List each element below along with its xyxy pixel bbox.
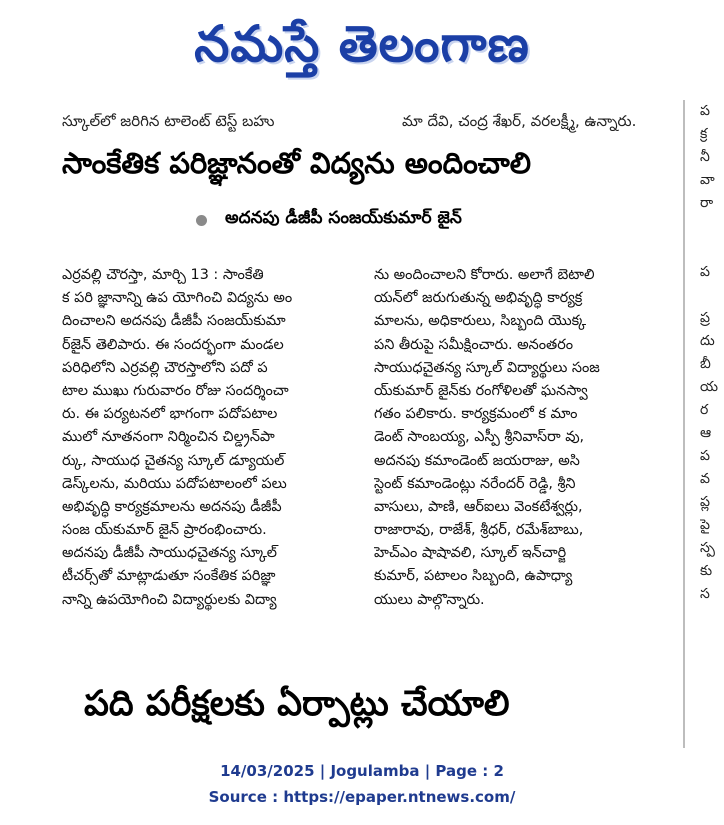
subhead-text: అదనపు డీజీపీ సంజయ్‌కుమార్ జైన్ bbox=[225, 208, 462, 228]
bullet-icon bbox=[196, 215, 207, 226]
text-line: యులు పాల్గొన్నారు. bbox=[374, 591, 485, 608]
article-column-left bbox=[62, 264, 374, 612]
newspaper-clipping bbox=[0, 100, 724, 748]
neighbor-text-fragment: బీ bbox=[700, 356, 711, 372]
column-divider bbox=[683, 100, 685, 748]
text-line: అదనపు డీజీపీ సాయుధచైతన్య స్కూల్ bbox=[62, 545, 277, 562]
neighbor-text-fragment: య bbox=[700, 379, 719, 395]
text-line: య్‌కుమార్ జైన్‌కు రంగోళిలతో ఘనస్వా bbox=[374, 382, 588, 399]
neighbor-text-fragment: ప bbox=[700, 103, 710, 119]
article-column-right bbox=[374, 264, 668, 612]
neighbor-text-fragment: నీ bbox=[700, 149, 710, 165]
masthead bbox=[0, 0, 724, 100]
text-line: వాసులు, పాణి, ఆర్‌ఐలు వెంకటేశ్వర్లు, bbox=[374, 498, 583, 515]
text-line: ఎర్రవల్లి చౌరస్తా, మార్చి 13 : సాంకేతి bbox=[62, 267, 264, 283]
article-subhead bbox=[196, 208, 462, 232]
neighbor-text-fragment: ఆ bbox=[700, 425, 712, 441]
text-line: సాయుధచైతన్య స్కూల్ విద్యార్థులు సంజ bbox=[374, 359, 600, 376]
neighbor-text-fragment bbox=[700, 238, 724, 261]
text-line: అభివృద్ధి కార్యక్రమాలను అదనపు డీజీపీ bbox=[62, 498, 282, 515]
text-line: టాల ముఖు గురువారం రోజు సందర్శించా bbox=[62, 382, 289, 399]
text-line: సంజ య్‌కుమార్ జైన్ ప్రారంభించారు. bbox=[62, 522, 267, 539]
text-line: మాలను, అధికారులు, సిబ్బంది యొక్క bbox=[374, 313, 587, 330]
neighbor-text-fragment: వ bbox=[700, 471, 710, 487]
neighbor-text-fragment: స్ప bbox=[700, 540, 715, 556]
neighbor-text-fragment bbox=[700, 284, 724, 307]
text-line: కుమార్, పటాలం సిబ్బంది, ఉపాధ్యా bbox=[374, 568, 573, 585]
neighbor-text-fragment: పై bbox=[700, 517, 710, 533]
article-headline: సాంకేతిక పరిజ్ఞానంతో విద్యను అందించాలి bbox=[62, 146, 532, 180]
text-line: అదనపు కమాండెంట్ జయరాజు, అసి bbox=[374, 452, 580, 469]
next-story-headline: పది పరీక్షలకు ఏర్పాట్లు చేయాలి bbox=[84, 684, 510, 724]
neighbor-text-fragment: రా bbox=[700, 195, 714, 211]
text-line: పని తీరుపై సమీక్షించారు. అనంతరం bbox=[374, 336, 574, 353]
text-line: గతం పలికారు. కార్యక్రమంలో క మాం bbox=[374, 406, 578, 423]
text-line: నాన్ని ఉపయోగించి విద్యార్థులకు విద్యా bbox=[62, 591, 277, 608]
text-line: డెస్క్‌లను, మరియు పదోపటాలంలో పలు bbox=[62, 475, 287, 492]
edition-info: 14/03/2025 | Jogulamba | Page : 2 bbox=[220, 762, 504, 780]
text-line: ర్‌జైన్ తెలిపారు. ఈ సందర్భంగా మండల bbox=[62, 336, 284, 353]
text-line: ర్కు, సాయుధ చైతన్య స్కూల్ డ్యూయల్ bbox=[62, 452, 285, 469]
text-line: రాజారావు, రాజేశ్, శ్రీధర్, రమేశ్‌బాబు, bbox=[374, 522, 584, 539]
neighbor-text-fragment bbox=[700, 215, 724, 238]
previous-story-line-left: స్కూల్‌లో జరిగిన టాలెంట్ టెస్ట్ బహు bbox=[62, 112, 275, 130]
text-line: డెంట్ సాంబయ్య, ఎస్పీ శ్రీనివాస్‌రా వు, bbox=[374, 429, 585, 446]
neighbor-text-fragment: వా bbox=[700, 172, 715, 188]
clipping-footer bbox=[0, 758, 724, 810]
text-line: దించాలని అదనపు డీజీపీ సంజయ్‌కుమా bbox=[62, 313, 286, 330]
text-line: స్టెంట్ కమాండెంట్లు నరేందర్ రెడ్డి, శ్రీని bbox=[374, 475, 576, 492]
neighbor-article-column bbox=[700, 100, 724, 748]
source-link: Source : https://epaper.ntnews.com/ bbox=[208, 788, 516, 806]
text-line: పరిధిలోని ఎర్రవల్లి చౌరస్తాలోని పదో ప bbox=[62, 359, 268, 376]
neighbor-text-fragment: ప bbox=[700, 264, 710, 280]
neighbor-text-fragment: ప్ర bbox=[700, 310, 710, 326]
neighbor-text-fragment: కు bbox=[700, 563, 713, 579]
neighbor-text-fragment: ర bbox=[700, 402, 709, 418]
text-line: టీచర్స్‌తో మాట్లాడుతూ సంకేతిక పరిజ్ఞా bbox=[62, 568, 276, 585]
previous-story-line-right: మా దేవి, చంద్ర శేఖర్, వరలక్ష్మీ, ఉన్నారు. bbox=[402, 112, 637, 130]
neighbor-text-fragment: దు bbox=[700, 333, 715, 349]
neighbor-text-fragment: స bbox=[700, 586, 710, 602]
neighbor-text-fragment: ప bbox=[700, 448, 710, 464]
text-line: క పరి జ్ఞానాన్ని ఉప యోగించి విద్యను అం bbox=[62, 290, 293, 307]
text-line: హెచ్ఎం షాషావలి, స్కూల్ ఇన్‌చార్జి bbox=[374, 545, 567, 562]
newspaper-logo: నమస్తే తెలంగాణ bbox=[194, 14, 530, 73]
text-line: ను అందించాలని కోరారు. అలాగే బెటాలి bbox=[374, 267, 595, 283]
neighbor-text-fragment: ప్ల bbox=[700, 494, 710, 510]
text-line: ములో నూతనంగా నిర్మించిన చిల్డ్రన్‌పా bbox=[62, 429, 275, 446]
neighbor-text-fragment: క్ర bbox=[700, 126, 708, 142]
text-line: రు. ఈ పర్యటనలో భాగంగా పదోపటాల bbox=[62, 406, 278, 423]
text-line: యన్‌లో జరుగుతున్న అభివృద్ధి కార్యక్ర bbox=[374, 290, 583, 307]
